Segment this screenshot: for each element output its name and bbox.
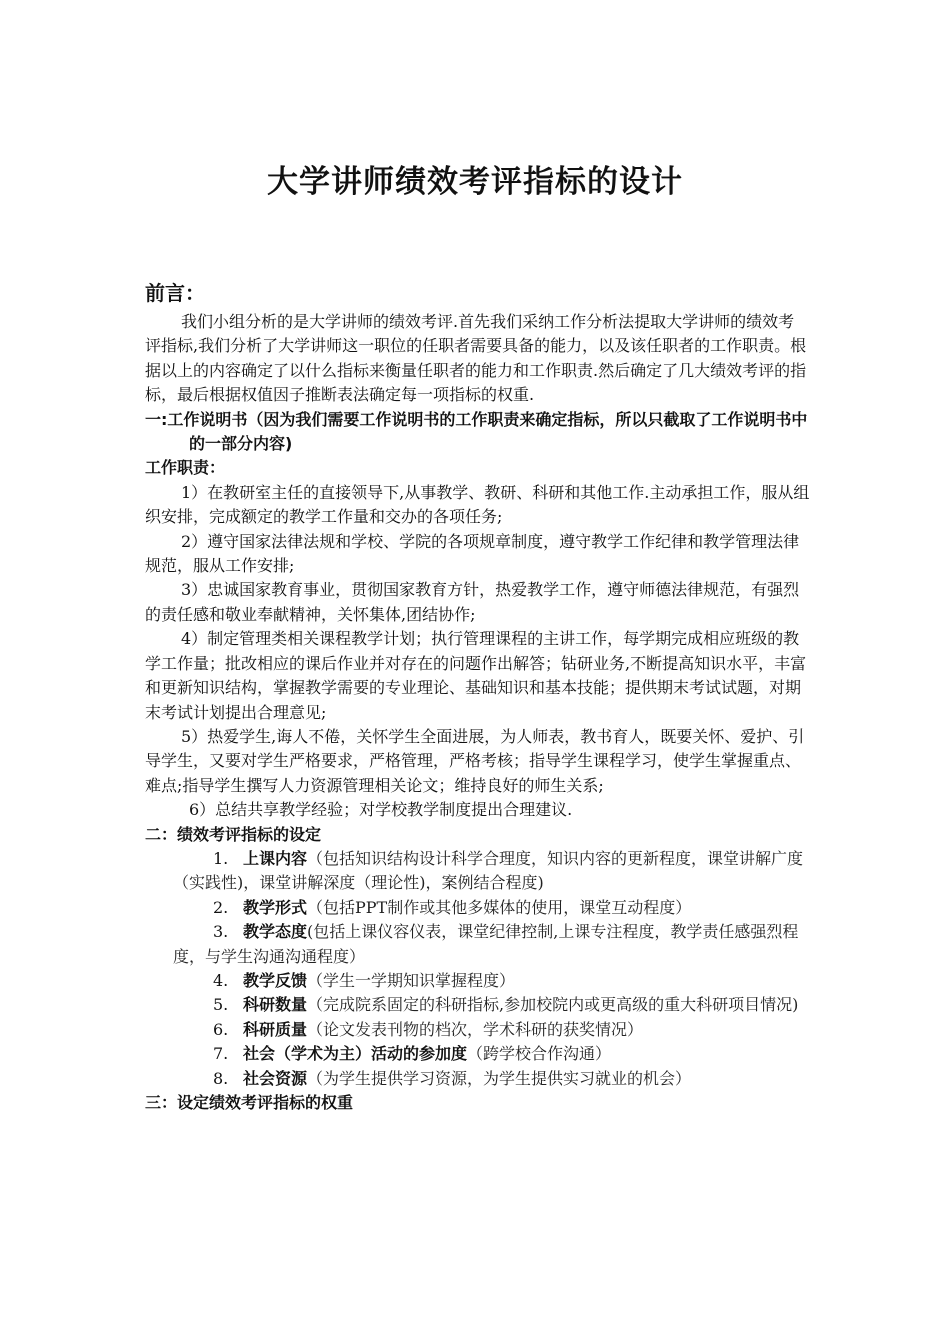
indicator-item: [145, 1067, 810, 1091]
indicator-number: 1.: [213, 848, 229, 868]
indicator-description: （完成院系固定的科研指标,参加校院内或更高级的重大科研项目情况): [307, 995, 799, 1015]
indicator-number: 5.: [213, 995, 229, 1015]
indicator-term: 社会资源: [243, 1068, 308, 1088]
indicator-description: （为学生提供学习资源，为学生提供实习就业的机会）: [307, 1068, 692, 1088]
indicator-number: 4.: [213, 970, 229, 990]
section-3-heading: 三：设定绩效考评指标的权重: [145, 1093, 354, 1112]
section-2-heading: 二：绩效考评指标的设定: [145, 824, 322, 844]
indicator-number: 3.: [213, 922, 229, 942]
duty-item: 3）忠诚国家教育事业，贯彻国家教育方针，热爱教学工作，遵守师德法律规范，有强烈的责任感和敬业奉献精神，关怀集体,团结协作;: [145, 580, 800, 624]
indicator-term: 科研质量: [243, 1019, 308, 1039]
duty-item: 4）制定管理类相关课程教学计划；执行管理课程的主讲工作，每学期完成相应班级的教学工作量；批改相应的课后作业并对存在的问题作出解答；钻研业务,不断提高知识水平，丰富和更新知识结构，掌握教学需要的专业理论、基础知识和基本技能；提供期末考试试题，对期末考试计划提出合理意见;: [145, 629, 807, 722]
indicator-number: 7.: [213, 1044, 229, 1064]
indicator-term: 教学形式: [243, 897, 308, 917]
indicator-term: 教学态度: [243, 922, 308, 942]
indicator-description: (包括上课仪容仪表，课堂纪律控制,上课专注程度，教学责任感强烈程度，与学生沟通沟通程度）: [173, 922, 799, 966]
indicator-number: 8.: [213, 1068, 229, 1088]
indicator-description: （学生一学期知识掌握程度）: [307, 970, 516, 990]
indicator-description: （跨学校合作沟通）: [467, 1044, 612, 1064]
indicator-item: [145, 920, 810, 969]
duty-item: 2）遵守国家法律法规和学校、学院的各项规章制度，遵守教学工作纪律和教学管理法律规范，服从工作安排;: [145, 531, 800, 576]
duty-item: 5）热爱学生,诲人不倦，关怀学生全面进展，为人师表，教书育人，既要关怀、爱护、引导学生，又要对学生严格要求，严格管理，严格考核；指导学生课程学习，使学生掌握重点、难点;指导学生撰写人力资源管理相关论文；维持良好的师生关系;: [145, 726, 805, 795]
indicator-term: 社会（学术为主）活动的参加度: [243, 1044, 468, 1064]
preface-paragraph: 我们小组分析的是大学讲师的绩效考评.首先我们采纳工作分析法提取大学讲师的绩效考评指标,我们分析了大学讲师这一职位的任职者需要具备的能力，以及该任职者的工作职责。根据以上的内容确定了以什么指标来衡量任职者的能力和工作职责.然后确定了几大绩效考评的指标，最后根据权值因子推断表法确定每一项指标的权重.: [145, 312, 807, 405]
document-body: [145, 278, 810, 1115]
section-1-heading: 一:工作说明书（因为我们需要工作说明书的工作职责来确定指标，所以只截取了工作说明书中的一部分内容): [145, 409, 808, 454]
duty-item: 6）总结共享教学经验；对学校教学制度提出合理建议.: [189, 800, 573, 820]
duties-subheading: 工作职责：: [145, 458, 226, 478]
indicator-description: （包括知识结构设计科学合理度，知识内容的更新程度，课堂讲解广度（实践性)，课堂讲解深度（理论性)，案例结合程度): [173, 848, 804, 893]
document-title: 大学讲师绩效考评指标的设计: [267, 164, 683, 200]
indicator-item: [145, 847, 810, 896]
indicator-term: 上课内容: [243, 848, 308, 868]
indicator-term: 科研数量: [243, 995, 308, 1015]
indicator-item: [145, 1018, 810, 1042]
indicator-description: （包括PPT制作或其他多媒体的使用，课堂互动程度）: [307, 897, 692, 917]
preface-heading: 前言：: [145, 281, 205, 305]
indicator-item: [145, 1042, 810, 1066]
indicator-item: [145, 969, 810, 993]
indicator-number: 2.: [213, 897, 229, 917]
indicator-description: （论文发表刊物的档次，学术科研的获奖情况）: [307, 1019, 644, 1039]
indicator-term: 教学反馈: [243, 970, 308, 990]
indicator-item: [145, 993, 810, 1017]
indicator-number: 6.: [213, 1019, 229, 1039]
duty-item: 1）在教研室主任的直接领导下,从事教学、教研、科研和其他工作.主动承担工作，服从组织安排，完成额定的教学工作量和交办的各项任务;: [145, 482, 810, 527]
indicator-item: [145, 896, 810, 920]
